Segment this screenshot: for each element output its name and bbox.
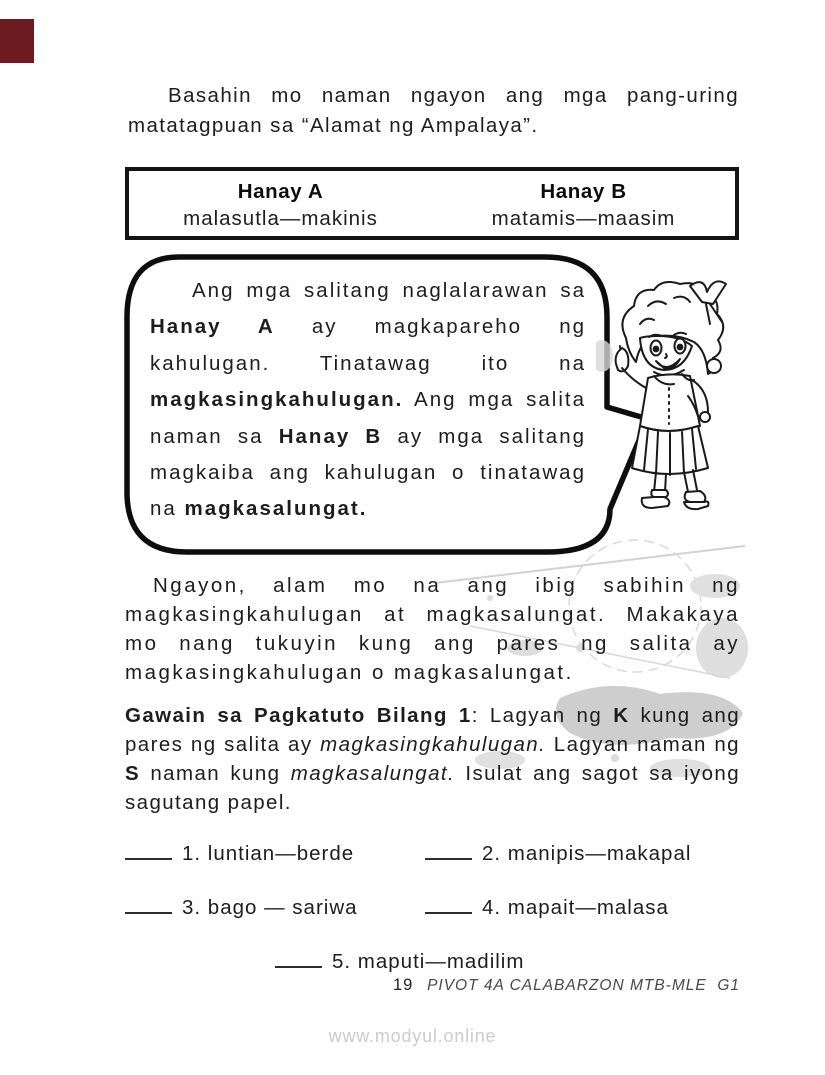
column-b-title: Hanay B <box>540 180 627 203</box>
word-box-column-a <box>129 171 432 236</box>
item-label: 5. maputi—madilim <box>332 950 525 973</box>
exercise-item <box>125 842 354 866</box>
word-comparison-box <box>125 167 739 240</box>
page-footer <box>125 976 740 1000</box>
page-number: 19 <box>393 976 414 994</box>
item-label: 1. luntian—berde <box>182 842 355 865</box>
answer-blank <box>425 899 472 914</box>
item-row <box>125 842 740 866</box>
answer-blank <box>125 845 172 860</box>
item-label: 2. manipis—makapal <box>482 842 692 865</box>
page-edge-tab <box>0 19 34 63</box>
item-label: 3. bago — sariwa <box>182 896 358 919</box>
exercise-item <box>425 842 691 866</box>
item-row <box>125 896 740 920</box>
column-b-word-pair: matamis—maasim <box>491 207 676 230</box>
column-a-title: Hanay A <box>237 180 324 203</box>
intro-paragraph: Basahin mo naman ngayon ang mga pang-uring matatagpuan sa “Alamat ng Ampalaya”. <box>128 84 739 137</box>
exercise-item <box>425 896 669 920</box>
speech-bubble-text: Ang mga salitang naglalarawan sa Hanay A ay magkapareho ng kahulugan. Tinatawag ito na magkasingkahulugan. Ang mga salita naman sa Hanay B ay mga salitang magkaiba ang kahulugan o tinatawag na magkasalungat. <box>150 279 587 521</box>
activity-instruction: Gawain sa Pagkatuto Bilang 1: Lagyan ng K kung ang pares ng salita ay magkasingkahulugan. Lagyan naman ng S naman kung magkasalungat. Isulat ang sagot sa iyong sagutang papel. <box>125 704 741 814</box>
item-label: 4. mapait—malasa <box>482 896 669 919</box>
site-watermark: www.modyul.online <box>328 1026 497 1046</box>
edition-label: PIVOT 4A CALABARZON MTB-MLE G1 <box>427 977 740 994</box>
word-box-column-b <box>432 171 735 236</box>
answer-blank <box>275 953 322 968</box>
item-row <box>125 950 740 974</box>
exercise-item <box>275 950 524 974</box>
column-a-word-pair: malasutla—makinis <box>183 207 378 230</box>
answer-blank <box>125 899 172 914</box>
exercise-item <box>125 896 358 920</box>
girl-illustration <box>596 276 746 516</box>
recap-paragraph: Ngayon, alam mo na ang ibig sabihin ng magkasingkahulugan at magkasalungat. Makakaya mo nang tukuyin kung ang pares ng salita ay magkasingkahulugan o magkasalungat. <box>125 574 740 684</box>
answer-blank <box>425 845 472 860</box>
